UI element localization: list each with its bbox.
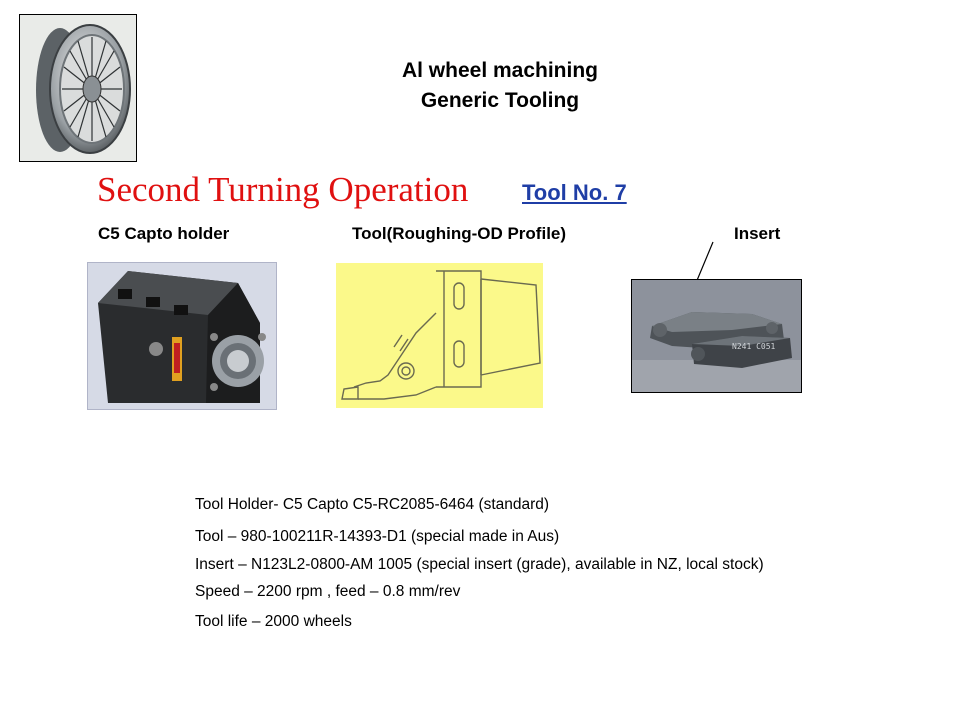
detail-insert: Insert – N123L2-0800-AM 1005 (special insert (grade), available in NZ, local stock): [195, 556, 764, 573]
detail-speed-feed: Speed – 2200 rpm , feed – 0.8 mm/rev: [195, 583, 461, 600]
insert-marking-text: N241 C051: [732, 342, 776, 351]
tool-label: Tool(Roughing-OD Profile): [352, 224, 567, 243]
capto-holder-image: [87, 262, 277, 410]
title-line-1: Al wheel machining: [401, 59, 599, 82]
page-title: [300, 56, 700, 116]
insert-image: [631, 279, 802, 393]
operation-title: Second Turning Operation: [97, 170, 469, 209]
title-line-2: Generic Tooling: [420, 89, 580, 112]
tool-number-link[interactable]: Tool No. 7: [522, 180, 627, 205]
holder-label: C5 Capto holder: [98, 224, 230, 243]
wheel-image: [19, 14, 137, 162]
detail-holder: Tool Holder- C5 Capto C5-RC2085-6464 (standard): [195, 496, 550, 513]
insert-label: Insert: [734, 224, 781, 243]
detail-tool: Tool – 980-100211R-14393-D1 (special made in Aus): [195, 528, 560, 545]
roughing-tool-drawing: [336, 263, 543, 408]
detail-tool-life: Tool life – 2000 wheels: [195, 613, 352, 630]
